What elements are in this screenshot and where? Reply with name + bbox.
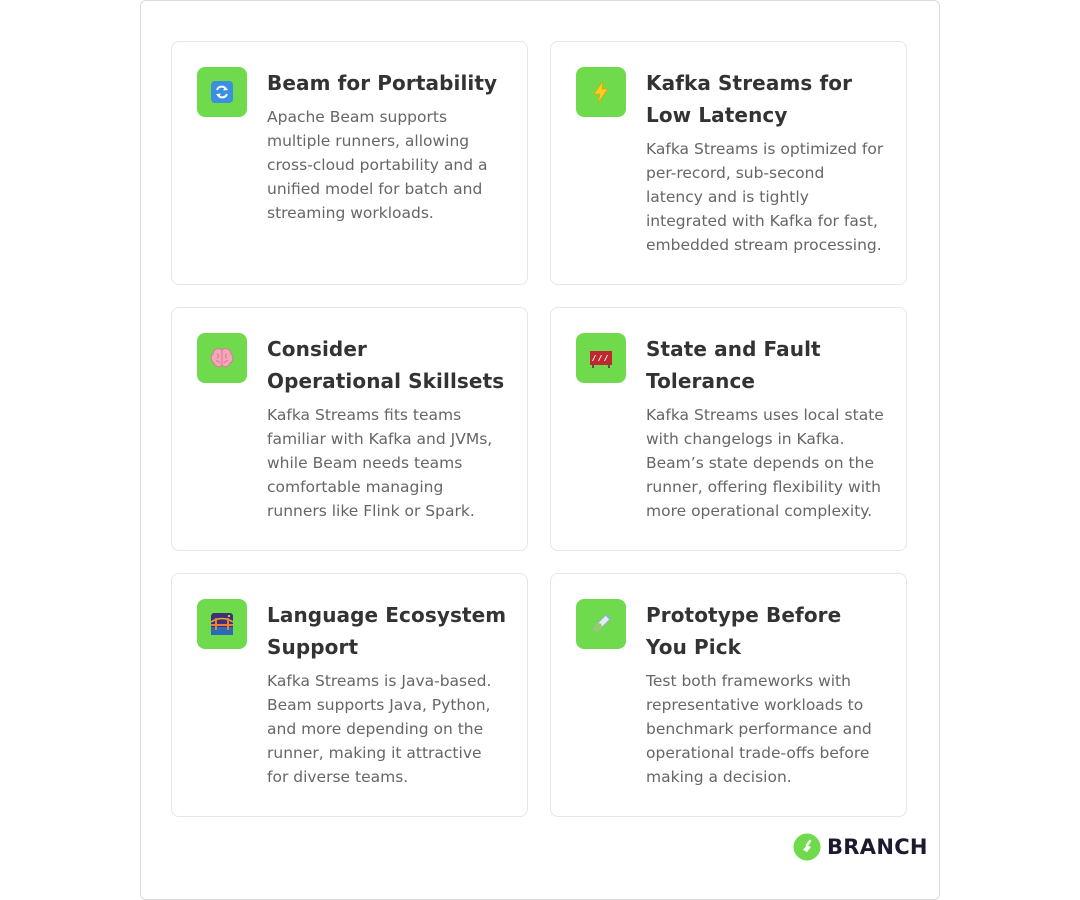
- branch-logo-mark-icon: [793, 833, 821, 861]
- card-description: Kafka Streams uses local state with changelogs in Kafka. Beam’s state depends on the runner, offering flexibility with more operational complexity.: [646, 406, 884, 520]
- content-frame: [140, 0, 940, 900]
- brain-icon: [197, 333, 247, 383]
- card-title: State and Fault Tolerance: [646, 337, 821, 393]
- card-kafka-latency: [550, 41, 907, 285]
- card-description: Kafka Streams is Java-based. Beam supports Java, Python, and more depending on the runner, making it attractive for diverse teams.: [267, 672, 492, 786]
- card-language-ecosystem: [171, 573, 528, 817]
- card-title: Kafka Streams for Low Latency: [646, 71, 853, 127]
- card-title: Prototype Before You Pick: [646, 603, 842, 659]
- lightning-icon: [576, 67, 626, 117]
- card-description: Kafka Streams is optimized for per-record, sub-second latency and is tightly integrated with Kafka for fast, embedded stream processing.: [646, 140, 884, 254]
- brand-name: BRANCH: [827, 835, 928, 859]
- card-description: Test both frameworks with representative workloads to benchmark performance and operational trade-offs before making a decision.: [646, 672, 872, 786]
- test-tube-icon: [576, 599, 626, 649]
- card-operational-skillsets: [171, 307, 528, 551]
- branch-logo: [793, 832, 928, 862]
- card-title: Consider Operational Skillsets: [267, 337, 505, 393]
- card-description: Apache Beam supports multiple runners, allowing cross-cloud portability and a unified model for batch and streaming workloads.: [267, 108, 488, 222]
- card-state-fault-tolerance: [550, 307, 907, 551]
- card-prototype: [550, 573, 907, 817]
- construction-barrier-icon: [576, 333, 626, 383]
- bridge-at-night-icon: [197, 599, 247, 649]
- card-description: Kafka Streams fits teams familiar with Kafka and JVMs, while Beam needs teams comfortable managing runners like Flink or Spark.: [267, 406, 493, 520]
- card-title: Beam for Portability: [267, 71, 498, 95]
- card-beam-portability: [171, 41, 528, 285]
- arrows-cycle-icon: [197, 67, 247, 117]
- card-title: Language Ecosystem Support: [267, 603, 507, 659]
